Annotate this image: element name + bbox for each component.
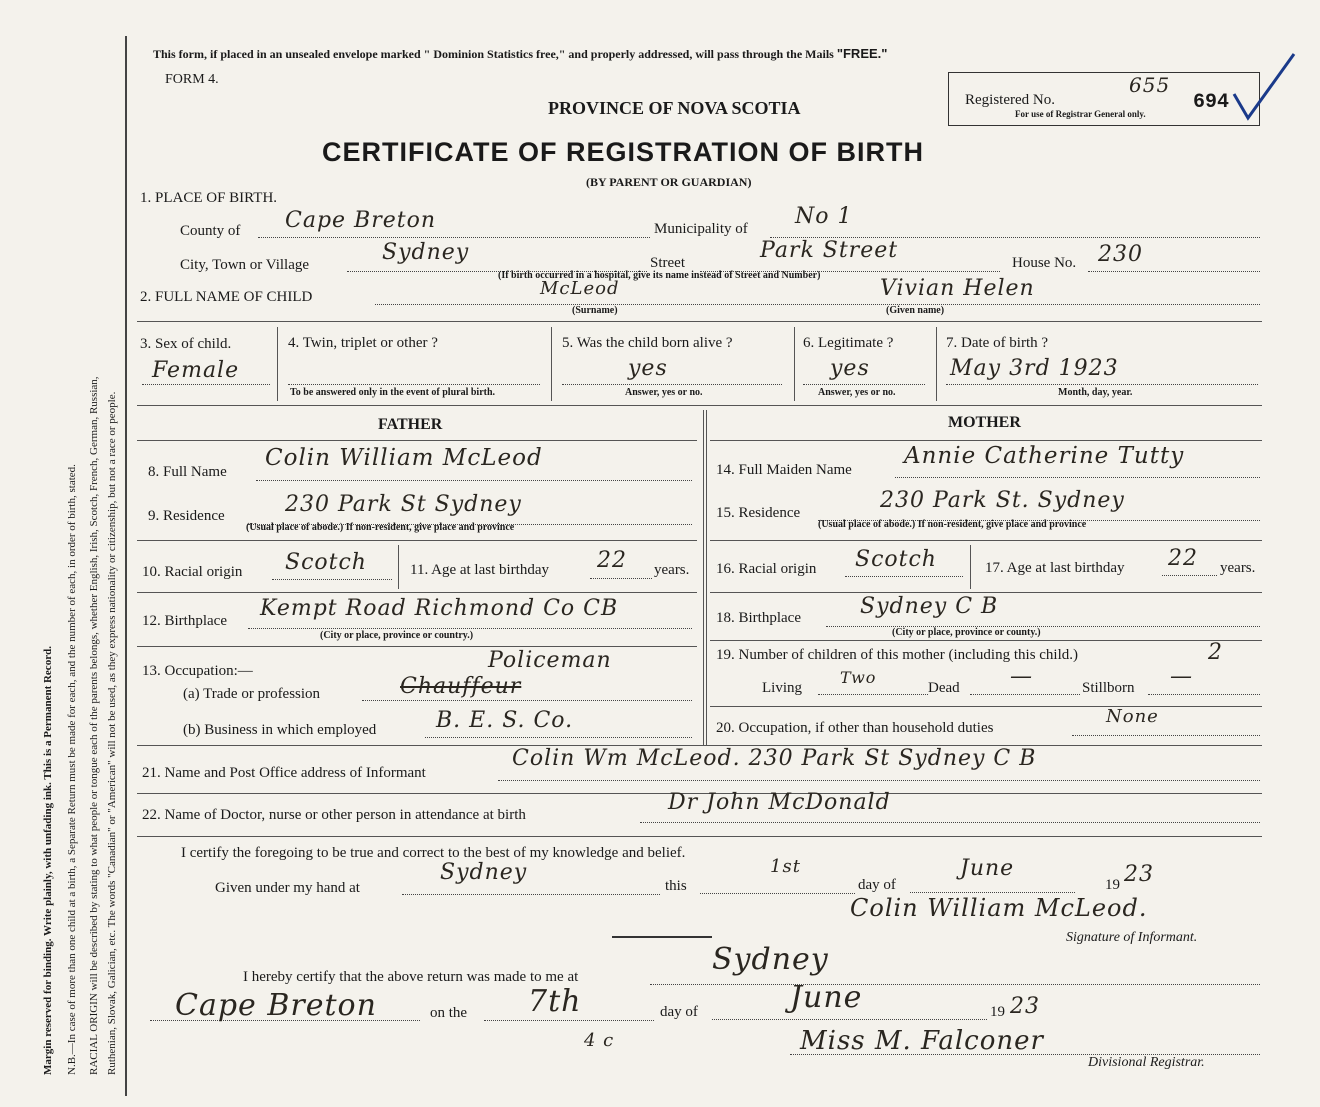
municipality-label: Municipality of bbox=[654, 221, 748, 237]
this-label: this bbox=[665, 878, 687, 894]
mail-notice: This form, if placed in an unsealed envelope marked " Dominion Statistics free," and properly addressed, will pass through the Mails "FREE." bbox=[153, 46, 888, 61]
father-birthplace-note: (City or place, province or country.) bbox=[320, 630, 474, 641]
father-business: B. E. S. Co. bbox=[436, 708, 574, 733]
mother-birthplace-label: 18. Birthplace bbox=[716, 610, 801, 626]
signature-label: Signature of Informant. bbox=[1066, 930, 1198, 945]
mother-age: 22 bbox=[1168, 546, 1198, 571]
margin-note-binding: Margin reserved for binding. Write plainly, with unfading ink. This is a Permanent Record. bbox=[42, 646, 54, 1075]
mother-race-label: 16. Racial origin bbox=[716, 561, 817, 577]
margin-note-racial-origin: RACIAL ORIGIN will be described by stating to what people or tongue each of the parents belongs, whether English, Irish, Scotch, French, German, Russian, bbox=[88, 376, 100, 1075]
registrar-signature: Miss M. Falconer bbox=[800, 1026, 1044, 1056]
children-label: 19. Number of children of this mother (including this child.) bbox=[716, 647, 1079, 663]
mother-name: Annie Catherine Tutty bbox=[904, 443, 1185, 469]
informant-label: 21. Name and Post Office address of Informant bbox=[142, 765, 426, 781]
registrar-place: Sydney bbox=[712, 942, 829, 977]
parents-divider bbox=[703, 410, 707, 745]
mail-free: "FREE." bbox=[836, 46, 888, 61]
surname-note: (Surname) bbox=[572, 305, 618, 316]
father-race: Scotch bbox=[285, 550, 367, 575]
registered-box bbox=[948, 72, 1260, 126]
sex-label: 3. Sex of child. bbox=[140, 336, 232, 352]
registrar-use-note: For use of Registrar General only. bbox=[1015, 109, 1146, 119]
father-years: years. bbox=[654, 562, 690, 578]
registrar-day-sub: 4 c bbox=[584, 1030, 615, 1051]
certify-day: 1st bbox=[770, 856, 801, 877]
registered-label: Registered No. bbox=[965, 92, 1055, 108]
children-value: 2 bbox=[1208, 640, 1223, 665]
stillborn-value: — bbox=[1170, 664, 1193, 689]
legitimate-label: 6. Legitimate ? bbox=[803, 335, 894, 351]
place-of-birth-heading: 1. PLACE OF BIRTH. bbox=[140, 190, 278, 206]
registered-number-stamp: 694 bbox=[1193, 91, 1230, 114]
father-age-label: 11. Age at last birthday bbox=[410, 562, 549, 578]
twin-label: 4. Twin, triplet or other ? bbox=[288, 335, 438, 351]
father-name-label: 8. Full Name bbox=[148, 464, 227, 480]
trade-label: (a) Trade or profession bbox=[183, 686, 321, 702]
child-name-label: 2. FULL NAME OF CHILD bbox=[140, 289, 313, 305]
father-heading: FATHER bbox=[378, 416, 443, 433]
informant-value: Colin Wm McLeod. 230 Park St Sydney C B bbox=[512, 746, 1037, 771]
registrar-year-prefix: 19 bbox=[990, 1004, 1005, 1020]
dead-label: Dead bbox=[928, 680, 960, 696]
certify-year: 23 bbox=[1124, 862, 1154, 887]
divisional-registrar-label: Divisional Registrar. bbox=[1088, 1055, 1205, 1070]
day-of-label: day of bbox=[858, 877, 896, 893]
living-value: Two bbox=[840, 668, 877, 687]
certify-place: Sydney bbox=[440, 860, 528, 885]
father-age: 22 bbox=[597, 548, 627, 573]
father-race-label: 10. Racial origin bbox=[142, 564, 243, 580]
dob-note: Month, day, year. bbox=[1058, 387, 1133, 398]
street-value: Park Street bbox=[760, 238, 899, 263]
sex-value: Female bbox=[152, 358, 240, 383]
registrar-day-of-label: day of bbox=[660, 1004, 698, 1020]
informant-signature: Colin William McLeod. bbox=[850, 894, 1148, 922]
given-under-label: Given under my hand at bbox=[215, 880, 360, 896]
mother-birthplace-note: (City or place, province or county.) bbox=[892, 627, 1041, 638]
certify-month: June bbox=[960, 856, 1015, 881]
doctor-label: 22. Name of Doctor, nurse or other person in attendance at birth bbox=[142, 807, 526, 823]
mother-residence-label: 15. Residence bbox=[716, 505, 801, 521]
father-birthplace-label: 12. Birthplace bbox=[142, 613, 227, 629]
checkmark-icon bbox=[1228, 48, 1298, 128]
city-value: Sydney bbox=[382, 240, 470, 265]
registered-number-handwritten: 655 bbox=[1129, 73, 1171, 97]
father-occupation-label: 13. Occupation:— bbox=[142, 663, 253, 679]
mother-name-label: 14. Full Maiden Name bbox=[716, 462, 852, 478]
mother-heading: MOTHER bbox=[948, 414, 1021, 431]
mother-race: Scotch bbox=[855, 547, 937, 572]
twin-note: To be answered only in the event of plural birth. bbox=[290, 387, 496, 398]
mother-occupation-label: 20. Occupation, if other than household duties bbox=[716, 720, 994, 736]
house-label: House No. bbox=[1012, 255, 1077, 271]
margin-note-plural-births: N.B.—In case of more than one child at a birth, a Separate Return must be made for each, and the number of each, in order of birth, stated. bbox=[66, 464, 78, 1075]
mother-residence-note: (Usual place of abode.) If non-resident, give place and province bbox=[818, 519, 1087, 530]
child-surname: McLeod bbox=[540, 278, 620, 299]
father-birthplace: Kempt Road Richmond Co CB bbox=[260, 596, 619, 621]
registrar-year: 23 bbox=[1010, 994, 1040, 1019]
mother-residence: 230 Park St. Sydney bbox=[880, 488, 1125, 513]
document-title: CERTIFICATE OF REGISTRATION OF BIRTH bbox=[322, 137, 924, 167]
father-name: Colin William McLeod bbox=[265, 445, 543, 471]
born-alive-value: yes bbox=[628, 356, 668, 381]
city-label: City, Town or Village bbox=[180, 257, 310, 273]
hospital-note: (If birth occurred in a hospital, give its name instead of Street and Number) bbox=[498, 270, 821, 281]
house-value: 230 bbox=[1098, 242, 1143, 267]
registrar-county: Cape Breton bbox=[175, 988, 377, 1023]
mother-years: years. bbox=[1220, 560, 1256, 576]
form-number: FORM 4. bbox=[165, 72, 219, 87]
registrar-text: I hereby certify that the above return was made to me at bbox=[243, 969, 579, 985]
certify-text: I certify the foregoing to be true and correct to the best of my knowledge and belief. bbox=[181, 845, 686, 861]
mother-birthplace: Sydney C B bbox=[860, 594, 999, 619]
margin-rule bbox=[125, 36, 127, 1096]
stillborn-label: Stillborn bbox=[1082, 680, 1135, 696]
doctor-value: Dr John McDonald bbox=[668, 790, 891, 815]
mother-age-label: 17. Age at last birthday bbox=[985, 560, 1125, 576]
father-trade-new: Policeman bbox=[488, 648, 612, 673]
father-residence-label: 9. Residence bbox=[148, 508, 225, 524]
legitimate-note: Answer, yes or no. bbox=[818, 387, 896, 398]
document-subtitle: (BY PARENT OR GUARDIAN) bbox=[586, 175, 752, 189]
business-label: (b) Business in which employed bbox=[183, 722, 377, 738]
street-label: Street bbox=[650, 255, 685, 271]
certify-year-prefix: 19 bbox=[1105, 877, 1120, 893]
on-the-label: on the bbox=[430, 1005, 468, 1021]
child-given-name: Vivian Helen bbox=[880, 276, 1035, 301]
dob-value: May 3rd 1923 bbox=[950, 356, 1119, 381]
father-residence-note: (Usual place of abode.) If non-resident, give place and province bbox=[246, 522, 515, 533]
born-alive-label: 5. Was the child born alive ? bbox=[562, 335, 733, 351]
legitimate-value: yes bbox=[830, 356, 870, 381]
father-residence: 230 Park St Sydney bbox=[285, 492, 522, 517]
county-value: Cape Breton bbox=[285, 208, 437, 233]
municipality-value: No 1 bbox=[795, 204, 853, 229]
margin-note-racial-origin-2: Ruthenian, Slovak, Galician, etc. The words "Canadian" or "American" will not be used, as they express nationality or citizenship, but not a race or people. bbox=[106, 391, 118, 1075]
dob-label: 7. Date of birth ? bbox=[946, 335, 1049, 351]
county-label: County of bbox=[180, 223, 241, 239]
registrar-month: June bbox=[790, 980, 863, 1015]
given-name-note: (Given name) bbox=[886, 305, 945, 316]
province-heading: PROVINCE OF NOVA SCOTIA bbox=[548, 98, 801, 118]
born-alive-note: Answer, yes or no. bbox=[625, 387, 703, 398]
mother-occupation: None bbox=[1106, 706, 1159, 727]
father-trade-struck: Chauffeur bbox=[400, 674, 522, 699]
registrar-day: 7th bbox=[528, 984, 582, 1019]
dead-value: — bbox=[1010, 664, 1033, 689]
living-label: Living bbox=[762, 680, 802, 696]
